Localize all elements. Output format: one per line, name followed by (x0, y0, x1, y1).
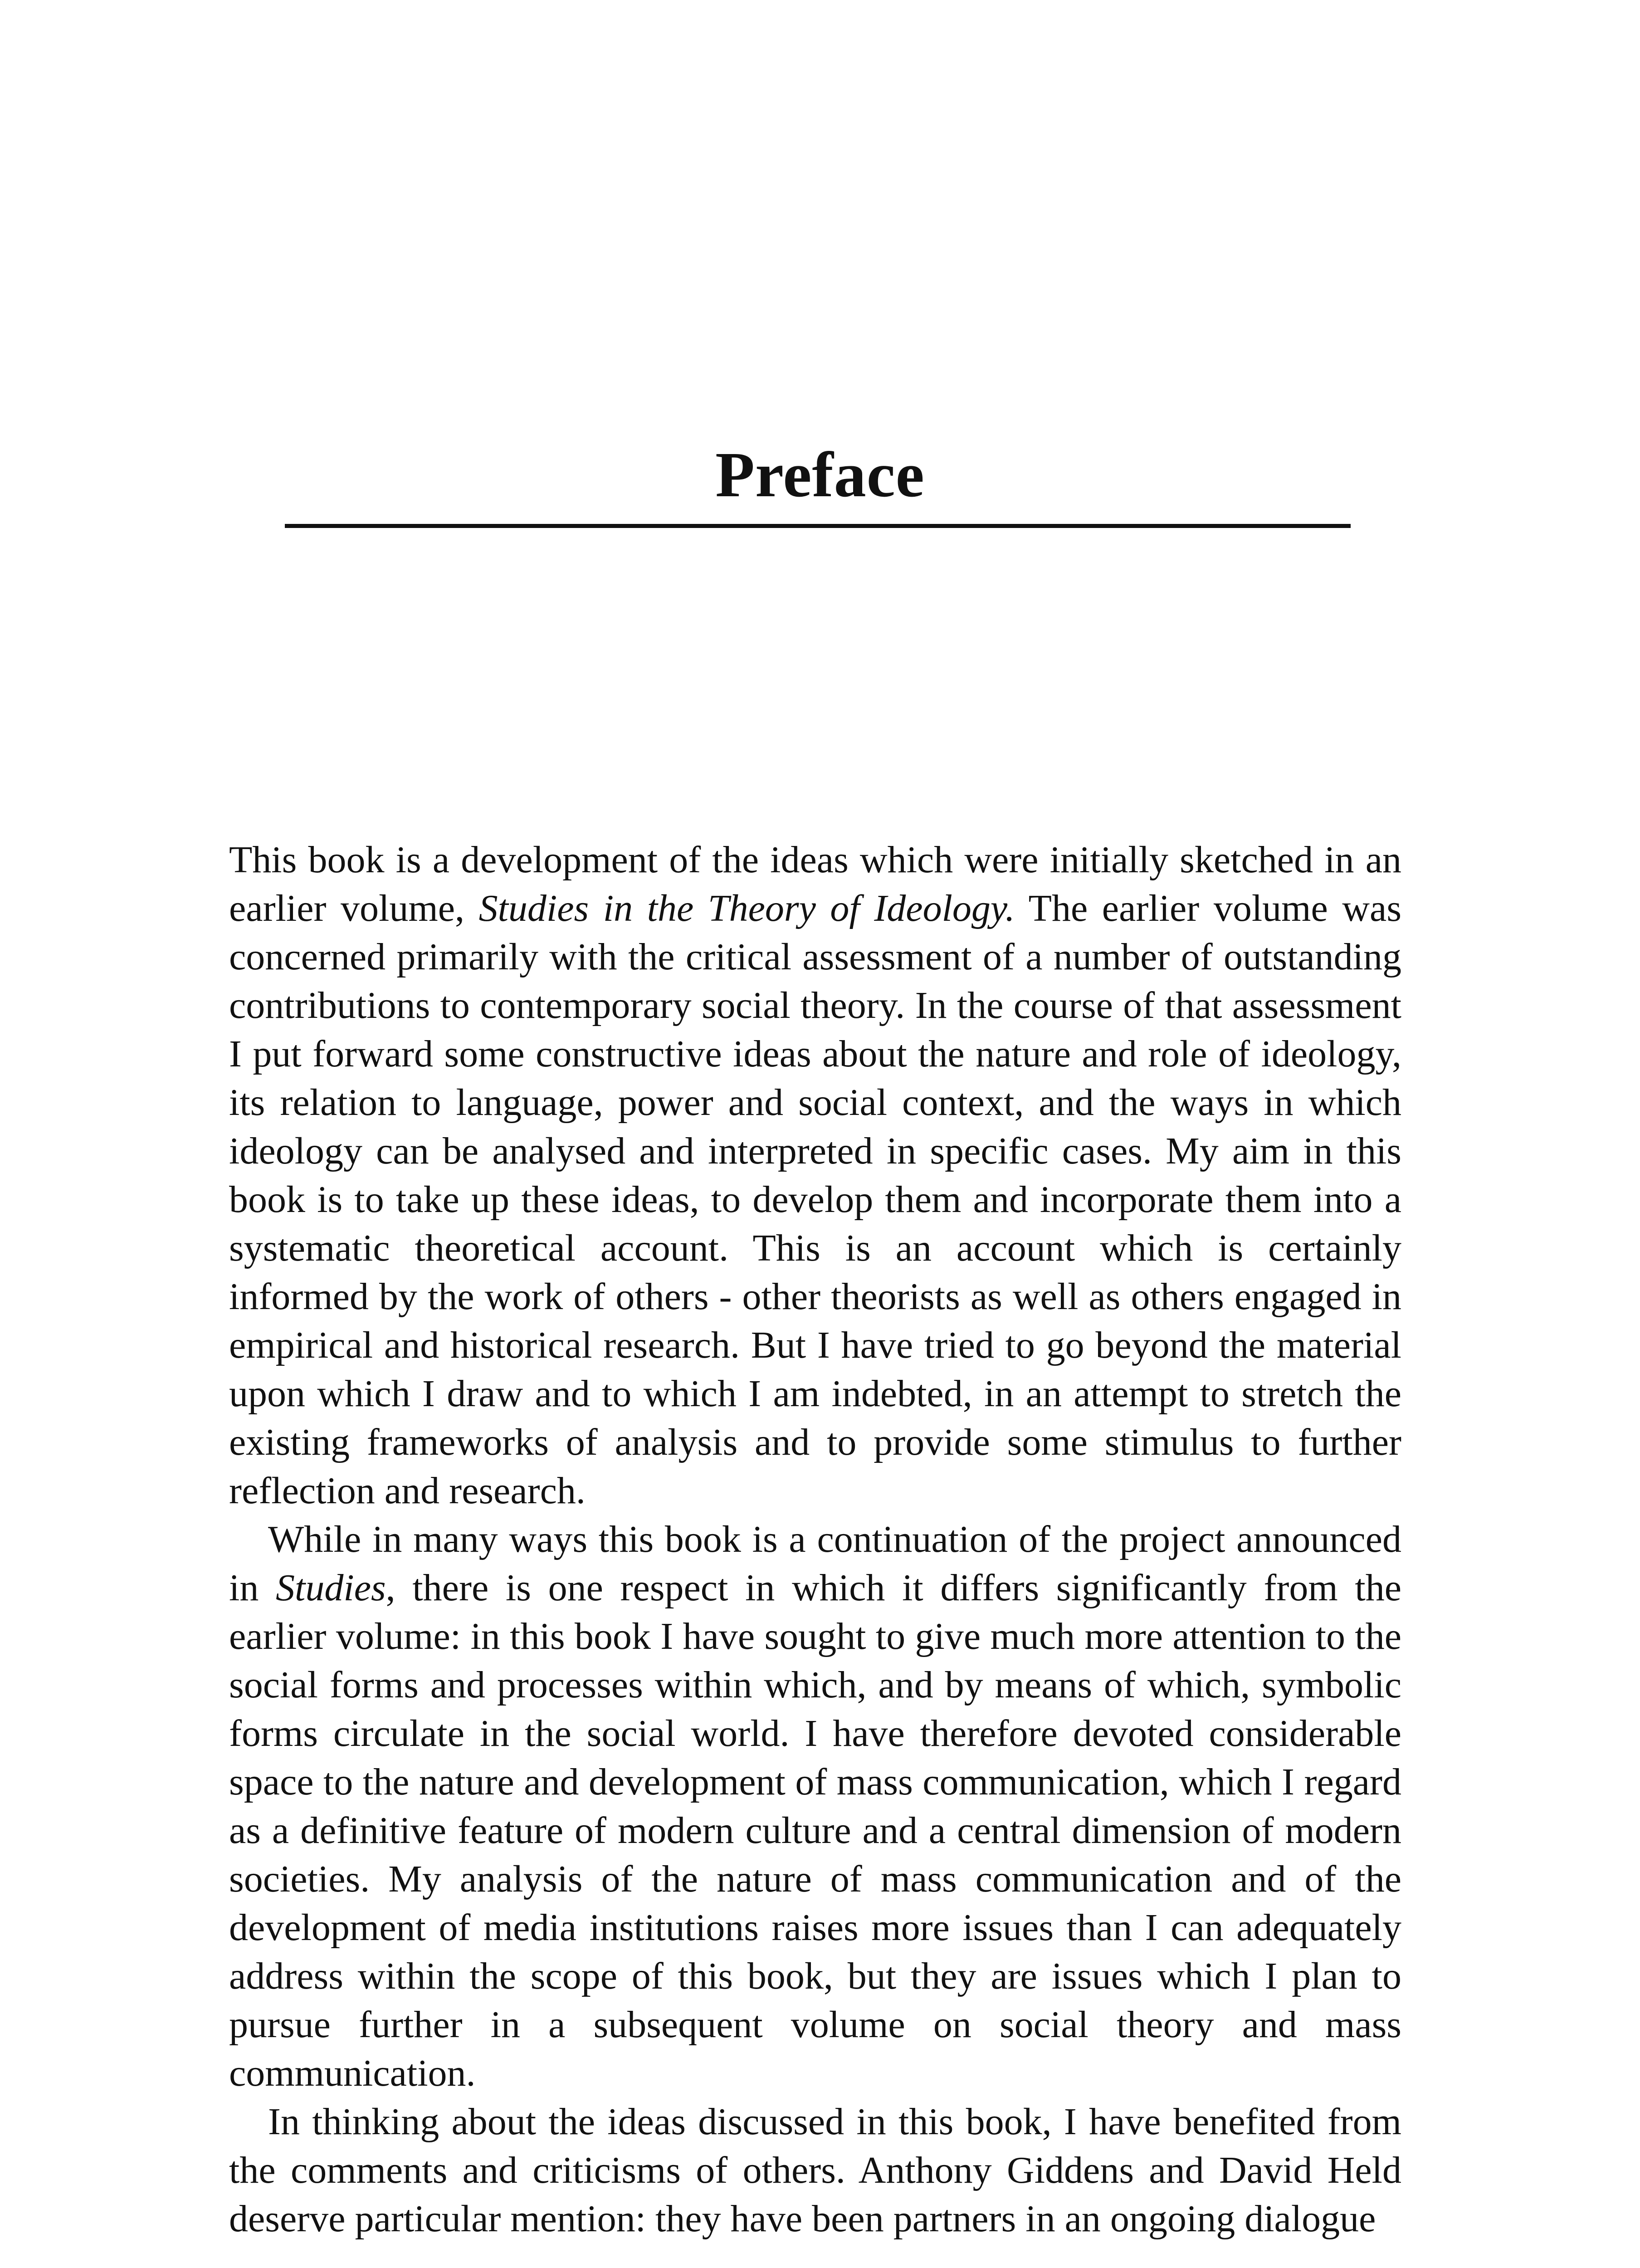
title-rule (285, 524, 1351, 528)
book-title-italic: Studies in the Theory of Ideology. (478, 887, 1015, 929)
paragraph-1-text-start: This book is a development of the ideas which were initially sketched in an earlier volume, (229, 839, 1401, 929)
paragraph-1-text-end: The earlier volume was concerned primarily with the critical assessment of a number of outstanding contributions to contemporary social theory. In the course of that assessment I put forward some constructive ideas about the nature and role of ideology, its relation to language, power and social context, and the ways in which ideology can be analysed and interpreted in specific cases. My aim in this book is to take up these ideas, to develop them and incorporate them into a systematic theoretical account. This is an account which is certainly informed by the work of others - other theorists as well as others engaged in empirical and historical research. But I have tried to go beyond the material upon which I draw and to which I am indebted, in an attempt to stretch the existing frameworks of analysis and to provide some stimulus to further reflection and research. (229, 887, 1402, 1512)
short-title-italic: Studies (276, 1567, 386, 1609)
paragraph-2 (229, 1515, 1401, 2097)
paragraph-1 (229, 836, 1401, 1515)
preface-body (229, 836, 1401, 2243)
page-title: Preface (715, 439, 925, 511)
paragraph-3: In thinking about the ideas discussed in this book, I have benefited from the comments and criticisms of others. Anthony Giddens and David Held deserve particular mention: they have been partners in an ongoing dialogue (229, 2101, 1401, 2240)
paragraph-2-text-end: , there is one respect in which it differs significantly from the earlier volume: in this book I have sought to give much more attention to the social forms and processes within which, and by means of which, symbolic forms circulate in the social world. I have therefore devoted considerable space to the nature and development of mass communication, which I regard as a definitive feature of modern culture and a central dimension of modern societies. My analysis of the nature of mass communication and of the development of media institutions raises more issues than I can adequately address within the scope of this book, but they are issues which I plan to pursue further in a subsequent volume on social theory and mass communication. (229, 1567, 1401, 2094)
paragraph-2-text-start: While in many ways this book is a continuation of the project announced in (229, 1518, 1401, 1609)
